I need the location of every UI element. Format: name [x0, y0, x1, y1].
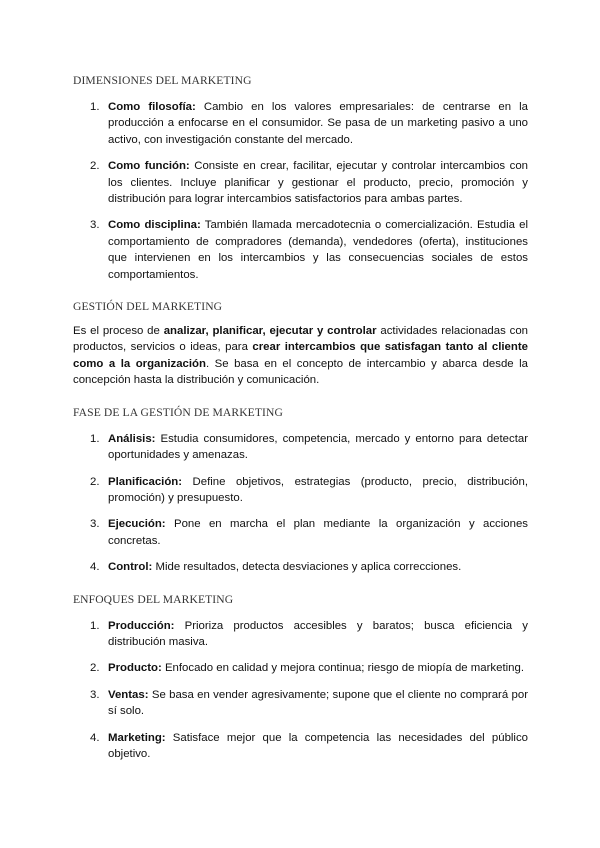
- section-fases: [73, 405, 528, 576]
- list-number: 3.: [90, 219, 100, 232]
- item-text: Enfocado en calidad y mejora continua; riesgo de miopía de marketing.: [161, 662, 524, 675]
- list-number: 2.: [90, 662, 100, 675]
- item-text: Define objetivos, estrategias (producto, precio, distribución, promoción) y presupuesto.: [108, 475, 528, 504]
- item-term: Como disciplina:: [108, 219, 201, 232]
- paragraph-bold-text: crear intercambios que satisfagan tanto al cliente como a la organización: [73, 341, 528, 370]
- list-item: [73, 158, 528, 207]
- paragraph-text: . Se basa en el concepto de intercambio y abarca desde la concepción hasta la distribución y comunicación.: [73, 357, 528, 387]
- item-text: Pone en marcha el plan mediante la organización y acciones concretas.: [108, 518, 528, 547]
- document-content: [73, 73, 528, 778]
- list-item: [73, 559, 528, 575]
- item-term: Ejecución:: [108, 518, 166, 531]
- list-number: 2.: [90, 475, 100, 488]
- list-item: [73, 730, 528, 763]
- section-heading: FASE DE LA GESTIÓN DE MARKETING: [73, 405, 283, 419]
- section-gestion: [73, 299, 528, 389]
- section-heading: GESTIÓN DEL MARKETING: [73, 300, 223, 314]
- list-item: [73, 516, 528, 549]
- paragraph-bold-text: analizar, planificar, ejecutar y controlar: [163, 325, 377, 338]
- list-item: [73, 660, 528, 676]
- section-heading: ENFOQUES DEL MARKETING: [73, 592, 234, 606]
- list-item: [73, 431, 528, 464]
- item-text: Cambio en los valores empresariales: de centrarse en la producción a enfocarse en el consumidor. Se pasa de un marketing pasivo a uno activo, con investigación constante del mercado.: [108, 101, 528, 146]
- item-term: Marketing:: [108, 731, 166, 744]
- list-item: [73, 217, 528, 283]
- numbered-list: [73, 618, 528, 763]
- list-number: 4.: [90, 561, 100, 574]
- item-text: Se basa en vender agresivamente; supone que el cliente no comprará por sí solo.: [108, 688, 528, 718]
- item-text: Prioriza productos accesibles y baratos; busca eficiencia y distribución masiva.: [108, 619, 528, 648]
- numbered-list: [73, 431, 528, 576]
- list-number: 1.: [90, 432, 100, 445]
- section-paragraph: [73, 323, 528, 389]
- section-heading: DIMENSIONES DEL MARKETING: [73, 74, 252, 87]
- numbered-list: [73, 99, 528, 283]
- item-term: Ventas:: [108, 688, 149, 701]
- list-number: 4.: [90, 731, 100, 744]
- list-number: 2.: [90, 160, 100, 173]
- item-term: Producto:: [108, 662, 162, 675]
- item-text: Estudia consumidores, competencia, mercado y entorno para detectar oportunidades y amenazas.: [108, 432, 528, 462]
- list-item: [73, 474, 528, 507]
- paragraph-text: Es el proceso de: [73, 325, 164, 338]
- section-dimensiones: [73, 73, 528, 283]
- list-number: 3.: [90, 518, 100, 531]
- list-number: 1.: [90, 619, 100, 632]
- item-text: Consiste en crear, facilitar, ejecutar y controlar intercambios con los clientes. Incluye planificar y gestionar el producto, precio, promoción y distribución para lograr intercambios satisfactorios para ambas partes.: [108, 160, 528, 206]
- item-term: Como filosofía:: [108, 101, 196, 113]
- item-text: Satisface mejor que la competencia las necesidades del público objetivo.: [108, 731, 528, 760]
- list-number: 1.: [90, 101, 100, 113]
- item-term: Planificación:: [108, 475, 183, 488]
- list-item: [73, 99, 528, 148]
- item-text: Mide resultados, detecta desviaciones y aplica correcciones.: [152, 561, 462, 574]
- item-term: Producción:: [108, 619, 175, 632]
- list-item: [73, 618, 528, 651]
- item-term: Análisis:: [108, 432, 156, 445]
- item-term: Como función:: [108, 160, 190, 173]
- section-enfoques: [73, 592, 528, 763]
- list-item: [73, 687, 528, 720]
- item-text: También llamada mercadotecnia o comercialización. Estudia el comportamiento de compradores (demanda), vendedores (oferta), instituciones que intervienen en los intercambios y las consecuencias sociales de estos comportamientos.: [108, 219, 529, 281]
- paragraph-text: actividades relacionadas con productos, servicios o ideas, para: [73, 325, 528, 354]
- list-number: 3.: [90, 688, 100, 701]
- item-term: Control:: [108, 561, 153, 574]
